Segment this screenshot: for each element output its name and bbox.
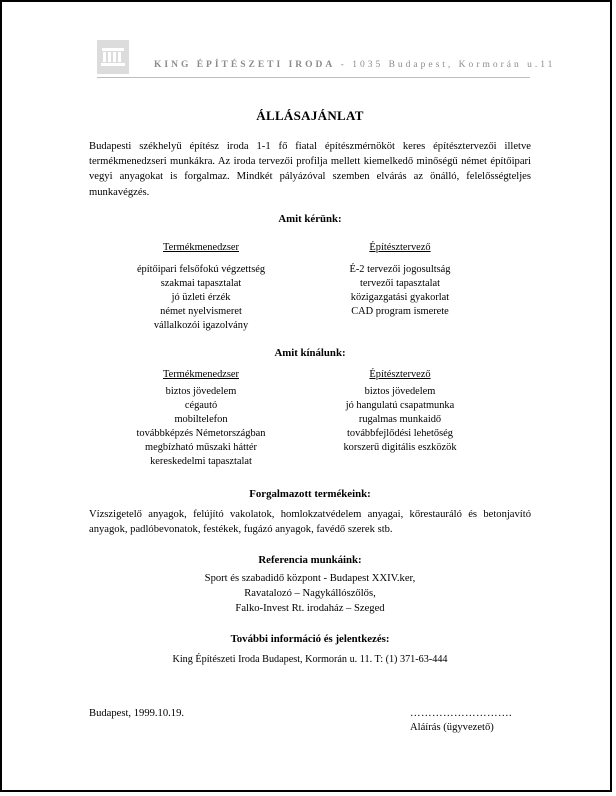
list-item: építőipari felsőfokú végzettség bbox=[136, 264, 266, 275]
list-item: vállalkozói igazolvány bbox=[153, 320, 249, 331]
contact-title: További információ és jelentkezés: bbox=[230, 633, 390, 645]
list-item: Sport és szabadidő központ - Budapest XXIV.ker, bbox=[204, 573, 416, 584]
products-title: Forgalmazott termékeink: bbox=[249, 488, 371, 500]
signature-line: ………………………. bbox=[410, 708, 512, 719]
list-item: továbbképzés Németországban bbox=[136, 428, 266, 439]
list-item: kereskedelmi tapasztalat bbox=[150, 456, 252, 467]
company-logo bbox=[97, 40, 129, 74]
offers-title: Amit kínálunk: bbox=[274, 347, 346, 359]
products-paragraph: Vízszigetelő anyagok, felújító vakolatok, homlokzatvédelem anyagai, kőrestauráló és betonjavító anyagok, padlóbevonatok, festékek, fugázó anyagok, favédő szerek stb. bbox=[89, 509, 531, 535]
list-item: szakmai tapasztalat bbox=[160, 278, 242, 289]
letterhead bbox=[97, 40, 556, 76]
list-item: rugalmas munkaidő bbox=[358, 414, 442, 425]
letterhead-separator: - bbox=[335, 60, 353, 70]
list-item: mobiltelefon bbox=[174, 414, 228, 425]
list-item: jó üzleti érzék bbox=[171, 292, 231, 303]
column-heading: Építésztervező bbox=[369, 242, 431, 253]
list-item: tervezői tapasztalat bbox=[360, 278, 440, 289]
requirements-product-manager-column bbox=[101, 241, 301, 333]
page-title: ÁLLÁSAJÁNLAT bbox=[256, 108, 364, 123]
list-item: korszerű digitális eszközök bbox=[343, 442, 457, 453]
offers-product-manager-column bbox=[101, 368, 301, 469]
company-address: 1035 Budapest, Kormorán u.11 bbox=[352, 60, 556, 70]
intro-paragraph: Budapesti székhelyű építész iroda 1-1 fő fiatal építészmérnököt keres építésztervezői illetve termékmenedzseri munkákra. Az iroda tervezői profilja mellett kiemelkedő minőségű német építőipari vegyi anyagokat is forgalmaz. Mindkét pályázóval szemben elvárás az önálló, felelősségteljes munkavégzés. bbox=[89, 141, 531, 198]
offers-architect-column bbox=[300, 368, 500, 455]
letterhead-rule bbox=[97, 77, 530, 78]
list-item: cégautó bbox=[184, 400, 218, 411]
place-and-date: Budapest, 1999.10.19. bbox=[89, 708, 185, 719]
list-item: jó hangulatú csapatmunka bbox=[345, 400, 455, 411]
list-item: megbízható műszaki háttér bbox=[145, 442, 257, 453]
column-heading: Termékmenedzser bbox=[162, 242, 239, 253]
list-item: biztos jövedelem bbox=[364, 386, 436, 397]
list-item: német nyelvismeret bbox=[160, 306, 242, 317]
letterhead-text bbox=[154, 60, 555, 70]
requirements-title: Amit kérünk: bbox=[278, 213, 342, 225]
contact-line: King Építészeti Iroda Budapest, Kormorán u. 11. T: (1) 371-63-444 bbox=[172, 654, 448, 665]
column-heading: Termékmenedzser bbox=[162, 369, 239, 380]
list-item: Ravatalozó – Nagykállószőlős, bbox=[244, 588, 376, 599]
list-item: továbbfejlődési lehetőség bbox=[347, 428, 453, 439]
requirements-architect-column bbox=[300, 241, 500, 319]
signature-label: Aláírás (ügyvezető) bbox=[410, 722, 494, 733]
column-heading: Építésztervező bbox=[369, 369, 431, 380]
references-title: Referencia munkáink: bbox=[258, 554, 362, 566]
list-item: közigazgatási gyakorlat bbox=[350, 292, 450, 303]
list-item: biztos jövedelem bbox=[165, 386, 237, 397]
references-list bbox=[2, 571, 616, 616]
list-item: CAD program ismerete bbox=[351, 306, 449, 317]
company-name: KING ÉPÍTÉSZETI IRODA bbox=[154, 60, 336, 70]
list-item: Falko-Invest Rt. irodaház – Szeged bbox=[235, 603, 385, 614]
list-item: É-2 tervezői jogosultság bbox=[349, 264, 451, 275]
